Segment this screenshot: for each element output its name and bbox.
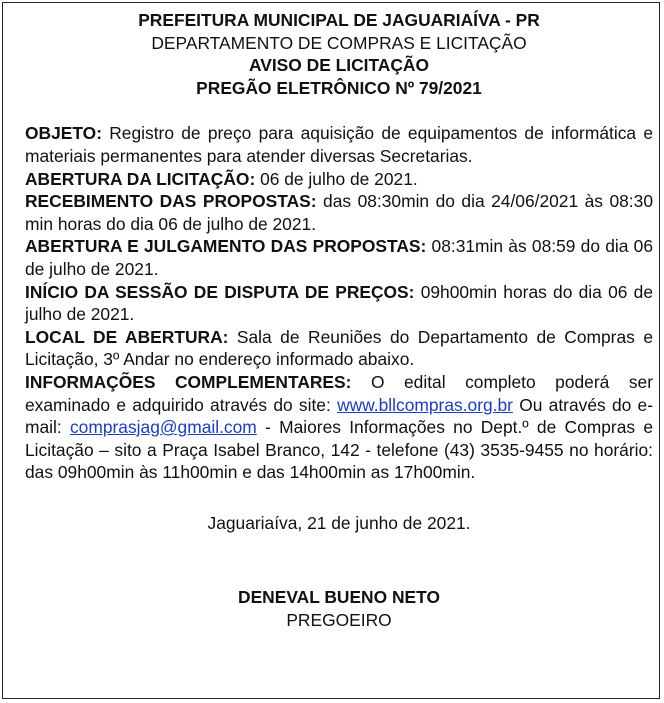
header-department: DEPARTAMENTO DE COMPRAS E LICITAÇÃO	[151, 32, 527, 53]
local-text: Sala de Reuniões do Departamento de Compras e Licitação, 3º Andar no endereço informado abaixo.	[25, 326, 653, 370]
notice-content	[25, 9, 653, 632]
informacoes-label: INFORMAÇÕES COMPLEMENTARES:	[25, 371, 352, 392]
informacoes-text-2: Ou através do e-mail:	[25, 394, 653, 438]
inicio-text: 09h00min horas do dia 06 de julho de 2021.	[25, 281, 653, 325]
site-link[interactable]: www.bllcompras.org.br	[337, 394, 513, 415]
objeto-label: OBJETO:	[25, 123, 102, 144]
date-line: Jaguariaíva, 21 de junho de 2021.	[207, 512, 471, 533]
julgamento-paragraph	[25, 235, 653, 280]
abertura-label: ABERTURA DA LICITAÇÃO:	[25, 168, 256, 189]
local-paragraph	[25, 326, 653, 371]
header-municipality: PREFEITURA MUNICIPAL DE JAGUARIAÍVA - PR	[138, 10, 540, 30]
inicio-label: INÍCIO DA SESSÃO DE DISPUTA DE PREÇOS:	[25, 281, 415, 302]
inicio-paragraph	[25, 281, 653, 326]
header-notice-type: AVISO DE LICITAÇÃO	[248, 55, 430, 76]
notice-frame	[2, 2, 660, 699]
signature-role: PREGOEIRO	[286, 610, 392, 631]
abertura-paragraph	[25, 168, 653, 191]
header-pregao-number: PREGÃO ELETRÔNICO Nº 79/2021	[196, 77, 482, 98]
informacoes-text-1: O edital completo poderá ser examinado e adquirido através do site:	[25, 371, 653, 415]
email-link[interactable]: comprasjag@gmail.com	[69, 417, 257, 438]
local-label: LOCAL DE ABERTURA:	[25, 326, 229, 347]
signature-block	[25, 586, 653, 631]
objeto-text: Registro de preço para aquisição de equipamentos de informática e materiais permanentes para atender diversas Secretarias.	[25, 123, 653, 166]
abertura-text: 06 de julho de 2021.	[255, 168, 418, 189]
informacoes-text-3: - Maiores Informações no Dept.º de Compras e Licitação – sito a Praça Isabel Branco, 142 - telefone (43) 3535-9455 no horário: das 09h00min às 11h00min e das 14h00min as 17h00min.	[25, 417, 653, 483]
julgamento-text: 08:31min às 08:59 do dia 06 de julho de 2021.	[25, 236, 654, 279]
objeto-paragraph	[25, 122, 653, 167]
informacoes-paragraph	[25, 371, 653, 484]
recebimento-label: RECEBIMENTO DAS PROPOSTAS:	[25, 191, 317, 212]
recebimento-paragraph	[25, 190, 653, 235]
signature-name: DENEVAL BUENO NETO	[238, 587, 440, 608]
recebimento-text: das 08:30min do dia 24/06/2021 às 08:30 min horas do dia 06 de julho de 2021.	[25, 191, 653, 234]
julgamento-label: ABERTURA E JULGAMENTO DAS PROPOSTAS:	[25, 236, 427, 257]
notice-header	[25, 9, 653, 99]
notice-body	[25, 122, 653, 484]
